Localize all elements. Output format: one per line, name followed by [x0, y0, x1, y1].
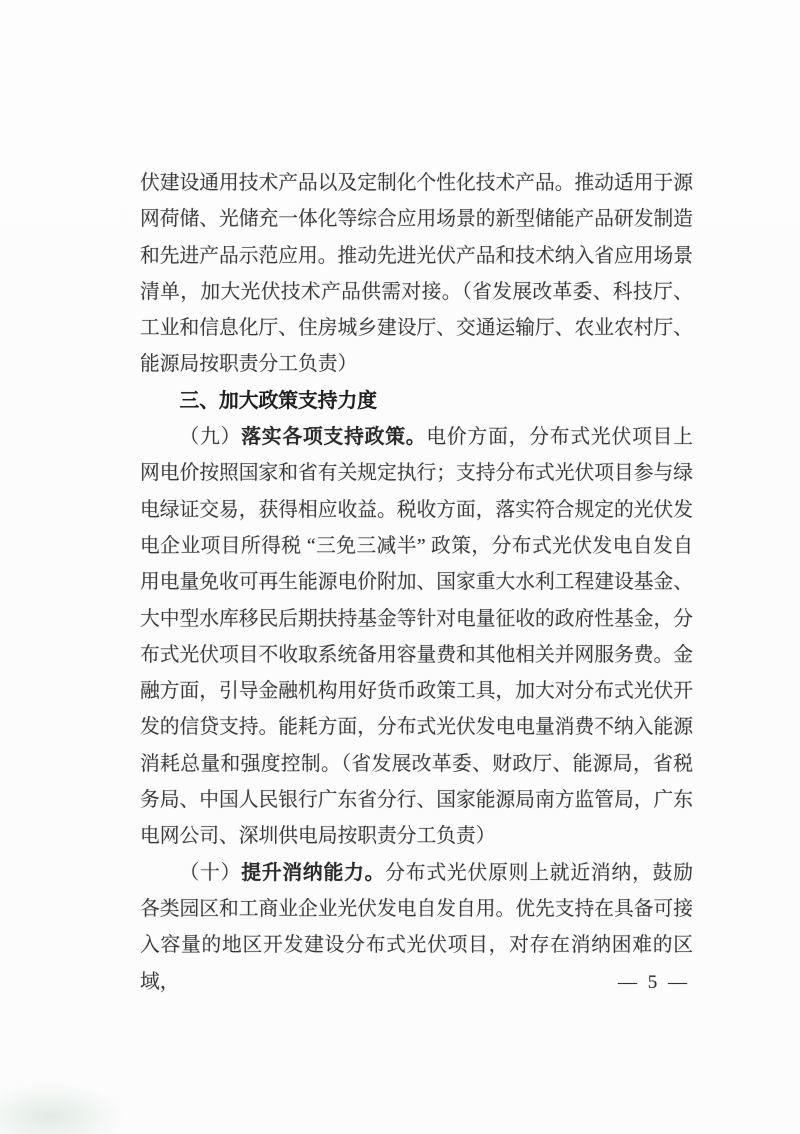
paragraph-nine-body: 电价方面，分布式光伏项目上网电价按照国家和省有关规定执行；支持分布式光伏项目参与绿电绿证交易，获得相应收益。税收方面，落实符合规定的光伏发电企业项目所得税 “三免三减半” 政策，分布式光伏发电自发自用电量免收可再生能源电价附加、国家重大水利工程建设基金、大中型水库移民后期扶持基金等针对电量征收的政府性基金，分布式光伏项目不收取系统备用容量费和其他相关并网服务费。金融方面，引导金融机构用好货币政策工具，加大对分布式光伏开发的信贷支持。能耗方面，分布式光伏发电电量消费不纳入能源消耗总量和强度控制。（省发展改革委、财政厅、能源局，省税务局、中国人民银行广东省分行、国家能源局南方监管局，广东电网公司、深圳供电局按职责分工负责）	[140, 426, 694, 848]
paragraph-ten-body: 分布式光伏原则上就近消纳，鼓励各类园区和工商业企业光伏发电自发自用。优先支持在具备可接入容量的地区开发建设分布式光伏项目，对存在消纳困难的区域，	[140, 861, 694, 993]
paragraph-ten-lead: 提升消纳能力。	[241, 861, 386, 884]
paragraph-continuation	[140, 165, 693, 383]
paragraph-ten	[140, 855, 693, 1000]
section-heading-text: 三、加大政策支持力度	[179, 389, 378, 412]
paragraph-nine-number: （九）	[179, 426, 242, 449]
scan-smudge	[0, 1082, 125, 1134]
document-body	[140, 165, 693, 1000]
section-heading	[140, 383, 693, 419]
page-number: — 5 —	[618, 972, 690, 993]
paragraph-continuation-text: 伏建设通用技术产品以及定制化个性化技术产品。推动适用于源网荷储、光储充一体化等综合应用场景的新型储能产品研发制造和先进产品示范应用。推动先进光伏产品和技术纳入省应用场景清单，加大光伏技术产品供需对接。（省发展改革委、科技厅、工业和信息化厅、住房城乡建设厅、交通运输厅、农业农村厅、能源局按职责分工负责）	[140, 172, 694, 376]
paragraph-ten-number: （十）	[179, 861, 242, 884]
paragraph-nine	[140, 419, 693, 855]
paragraph-nine-lead: 落实各项支持政策。	[241, 426, 427, 449]
